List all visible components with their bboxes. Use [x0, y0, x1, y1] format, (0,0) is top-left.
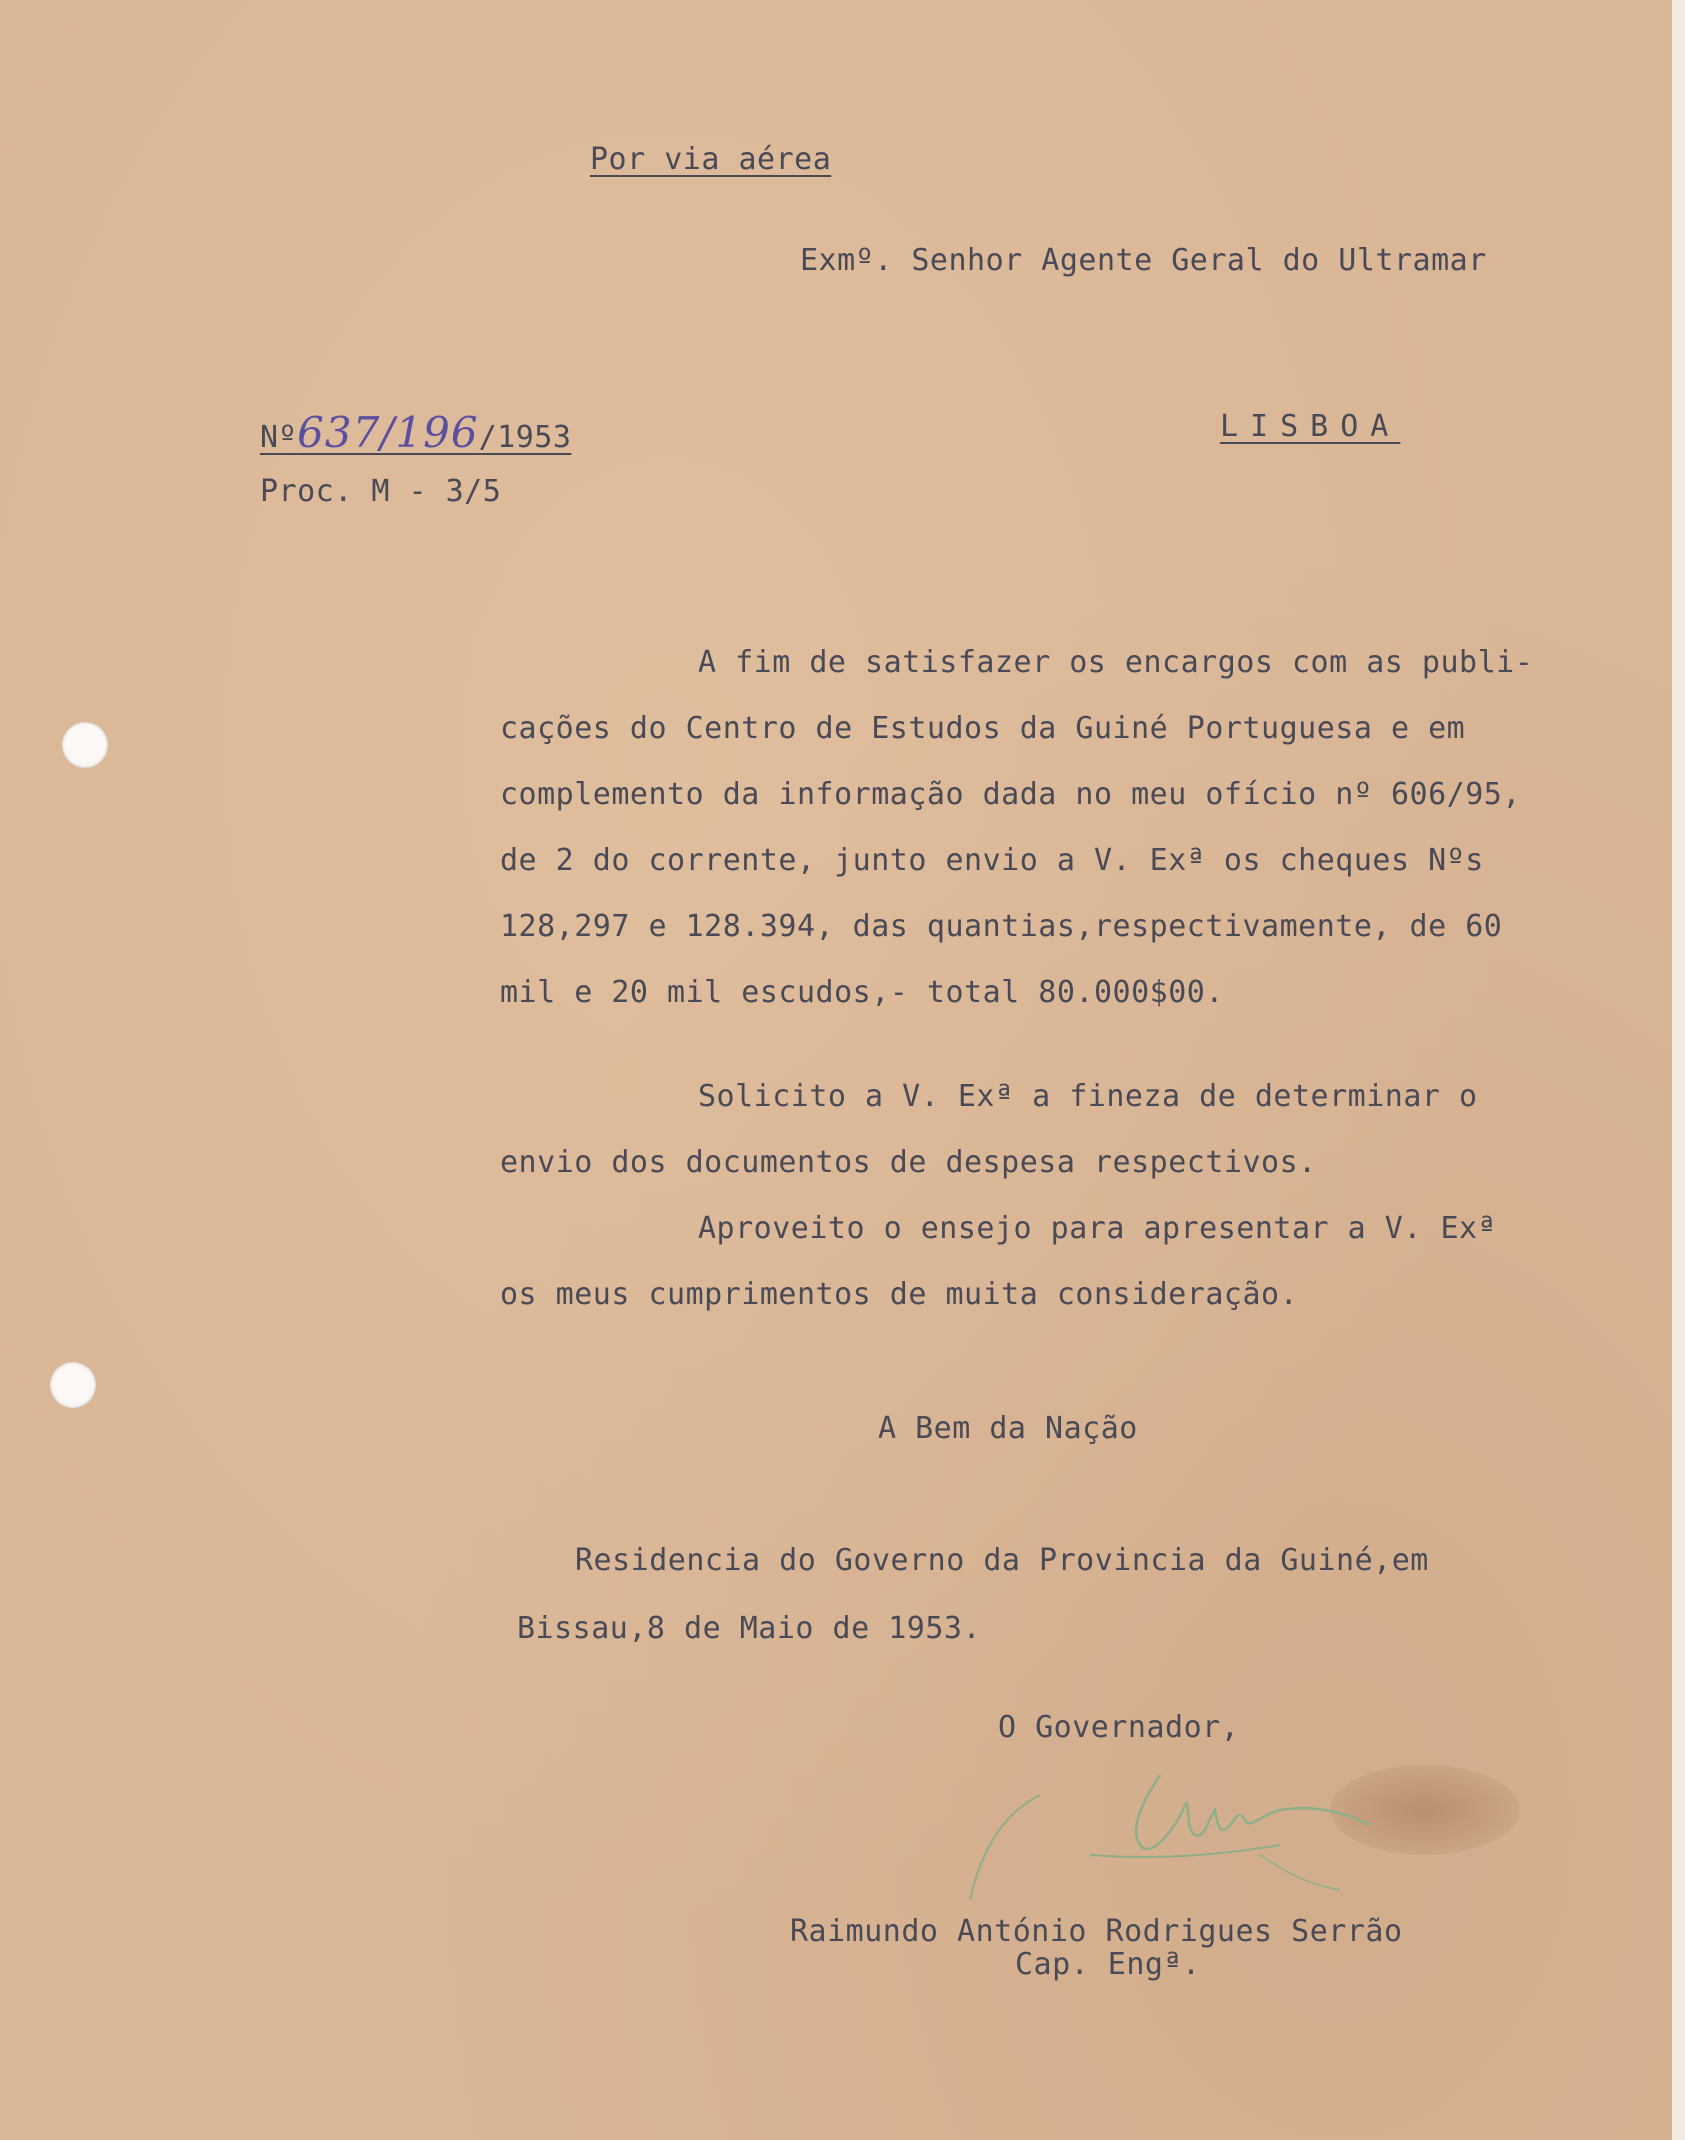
reference-prefix: Nº — [260, 420, 298, 455]
process-number: Proc. M - 3/5 — [260, 474, 502, 509]
body-line: A fim de satisfazer os encargos com as publi- — [698, 645, 1534, 680]
body-line: mil e 20 mil escudos,- total 80.000$00. — [500, 975, 1224, 1010]
reference-year: /1953 — [478, 420, 572, 455]
governor-title: O Governador, — [998, 1710, 1240, 1745]
regards-line: os meus cumprimentos de muita consideração. — [500, 1277, 1299, 1312]
scan-edge — [1672, 0, 1685, 2140]
request-line: Solicito a V. Exª a fineza de determinar o — [698, 1079, 1478, 1114]
request-line: envio dos documentos de despesa respectivos. — [500, 1145, 1317, 1180]
place-line: Residencia do Governo da Provincia da Guiné,em — [575, 1543, 1429, 1578]
body-line: de 2 do corrente, junto envio a V. Exª os cheques Nºs — [500, 843, 1484, 878]
handwritten-signature-icon — [960, 1735, 1380, 1905]
punch-hole-top — [62, 722, 108, 768]
reference-handwritten: 637/196 — [297, 408, 479, 457]
signatory-rank: Cap. Engª. — [1015, 1947, 1201, 1982]
air-mail-label: Por via aérea — [590, 142, 832, 177]
reference-number — [260, 408, 572, 457]
destination-city: LISBOA — [1220, 409, 1401, 444]
closing-salutation: A Bem da Nação — [878, 1411, 1138, 1446]
place-line: Bissau,8 de Maio de 1953. — [517, 1611, 982, 1646]
regards-line: Aproveito o ensejo para apresentar a V. Exª — [698, 1211, 1497, 1246]
body-line: 128,297 e 128.394, das quantias,respectivamente, de 60 — [500, 909, 1503, 944]
addressee: Exmº. Senhor Agente Geral do Ultramar — [800, 243, 1487, 278]
signatory-name: Raimundo António Rodrigues Serrão — [790, 1914, 1403, 1949]
punch-hole-bottom — [50, 1362, 96, 1408]
body-line: complemento da informação dada no meu ofício nº 606/95, — [500, 777, 1521, 812]
body-line: cações do Centro de Estudos da Guiné Portuguesa e em — [500, 711, 1466, 746]
